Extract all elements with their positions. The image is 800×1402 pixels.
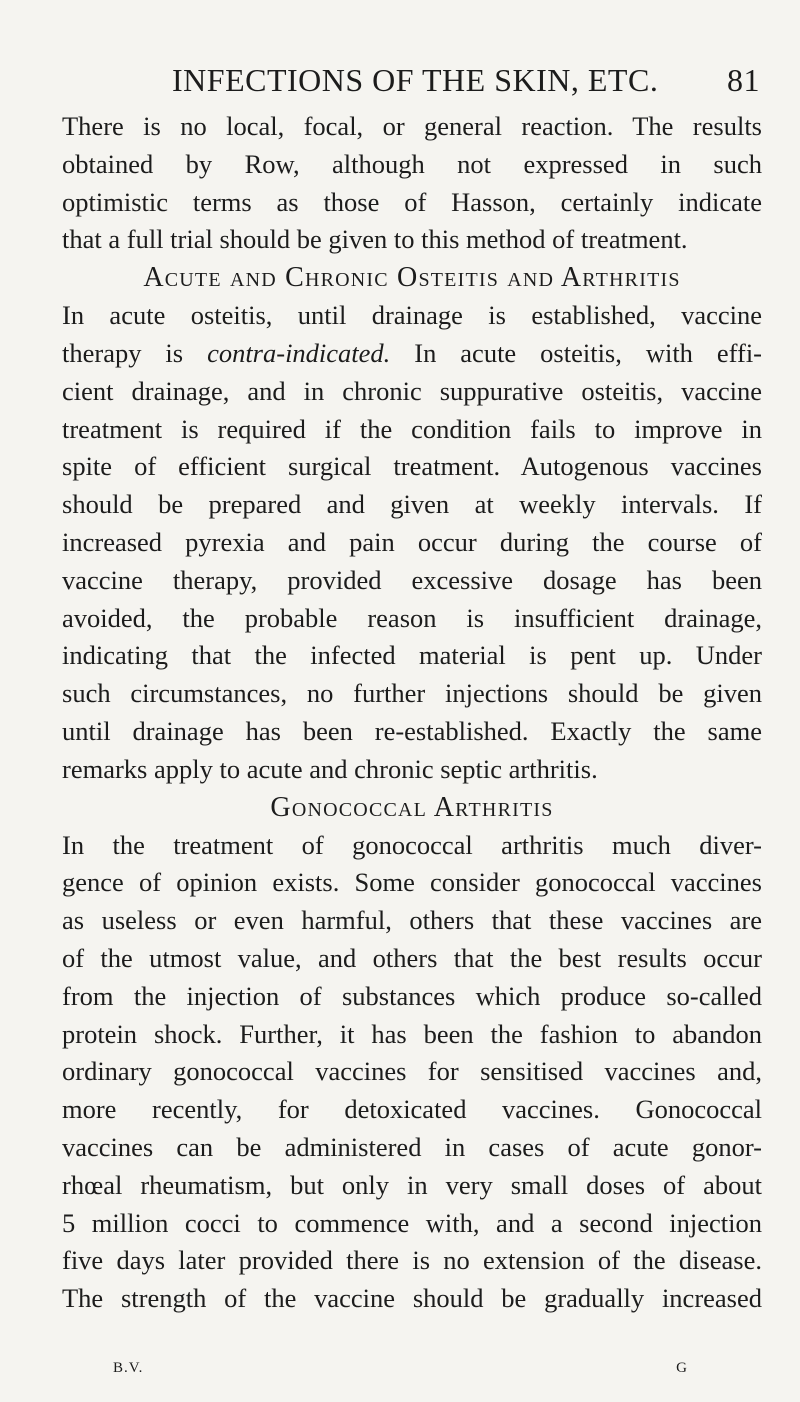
text-line: gence of opinion exists. Some consider gonococcal vaccines (62, 867, 762, 898)
text-line: vaccines can be administered in cases of acute gonor- (62, 1131, 762, 1162)
page-number: 81 (727, 62, 760, 98)
paragraph-osteitis (62, 297, 762, 788)
text-line: 5 million cocci to commence with, and a second injection (62, 1207, 762, 1238)
text-line: vaccine therapy, provided excessive dosage has been (62, 564, 762, 595)
running-head (172, 60, 760, 100)
text-line: spite of efficient surgical treatment. Autogenous vaccines (62, 451, 762, 482)
text-line: increased pyrexia and pain occur during the course of (62, 526, 762, 557)
signature-line (113, 1356, 688, 1380)
text-line: protein shock. Further, it has been the fashion to abandon (62, 1018, 762, 1049)
text-run: therapy is (62, 337, 208, 368)
text-line: obtained by Row, although not expressed in such (62, 148, 762, 179)
text-line: should be prepared and given at weekly intervals. If (62, 489, 762, 520)
text-line: indicating that the infected material is pent up. Under (62, 640, 762, 671)
paragraph-gonococcal (62, 827, 762, 1318)
paragraph-row-results (62, 108, 762, 259)
text-line: from the injection of substances which produce so-called (62, 980, 762, 1011)
text-run: In acute osteitis, with effi- (390, 337, 763, 368)
text-line: more recently, for detoxicated vaccines. Gonococcal (62, 1094, 762, 1125)
section-heading-gonococcal: Gonococcal Arthritis (270, 791, 554, 823)
text-line: until drainage has been re-established. Exactly the same (62, 715, 762, 746)
text-line: that a full trial should be given to this method of treatment. (62, 224, 688, 255)
text-line: cient drainage, and in chronic suppurative osteitis, vaccine (62, 375, 762, 406)
text-line: optimistic terms as those of Hasson, certainly indicate (62, 186, 762, 217)
page-body (62, 108, 762, 1318)
text-line: rhœal rheumatism, but only in very small doses of about (62, 1169, 762, 1200)
signature-mark-right: G (676, 1360, 688, 1376)
text-line: of the utmost value, and others that the best results occur (62, 942, 762, 973)
italic-term: contra-indicated. (207, 337, 391, 368)
text-line: In the treatment of gonococcal arthritis much diver- (62, 829, 762, 860)
text-line: avoided, the probable reason is insufficient drainage, (62, 602, 762, 633)
signature-mark-left: B.V. (113, 1360, 144, 1376)
section-heading-osteitis: Acute and Chronic Osteitis and Arthritis (143, 262, 681, 294)
text-line: as useless or even harmful, others that these vaccines are (62, 905, 762, 936)
text-line: such circumstances, no further injections should be given (62, 678, 762, 709)
running-head-title: INFECTIONS OF THE SKIN, ETC. (172, 62, 659, 98)
text-line: ordinary gonococcal vaccines for sensitised vaccines and, (62, 1056, 762, 1087)
text-line: In acute osteitis, until drainage is established, vaccine (62, 300, 762, 331)
text-line (62, 335, 762, 373)
text-line: treatment is required if the condition fails to improve in (62, 413, 762, 444)
text-line: remarks apply to acute and chronic septic arthritis. (62, 753, 598, 784)
text-line: five days later provided there is no extension of the disease. (62, 1245, 762, 1276)
text-line: There is no local, focal, or general reaction. The results (62, 111, 762, 141)
text-line: The strength of the vaccine should be gradually increased (62, 1283, 762, 1314)
